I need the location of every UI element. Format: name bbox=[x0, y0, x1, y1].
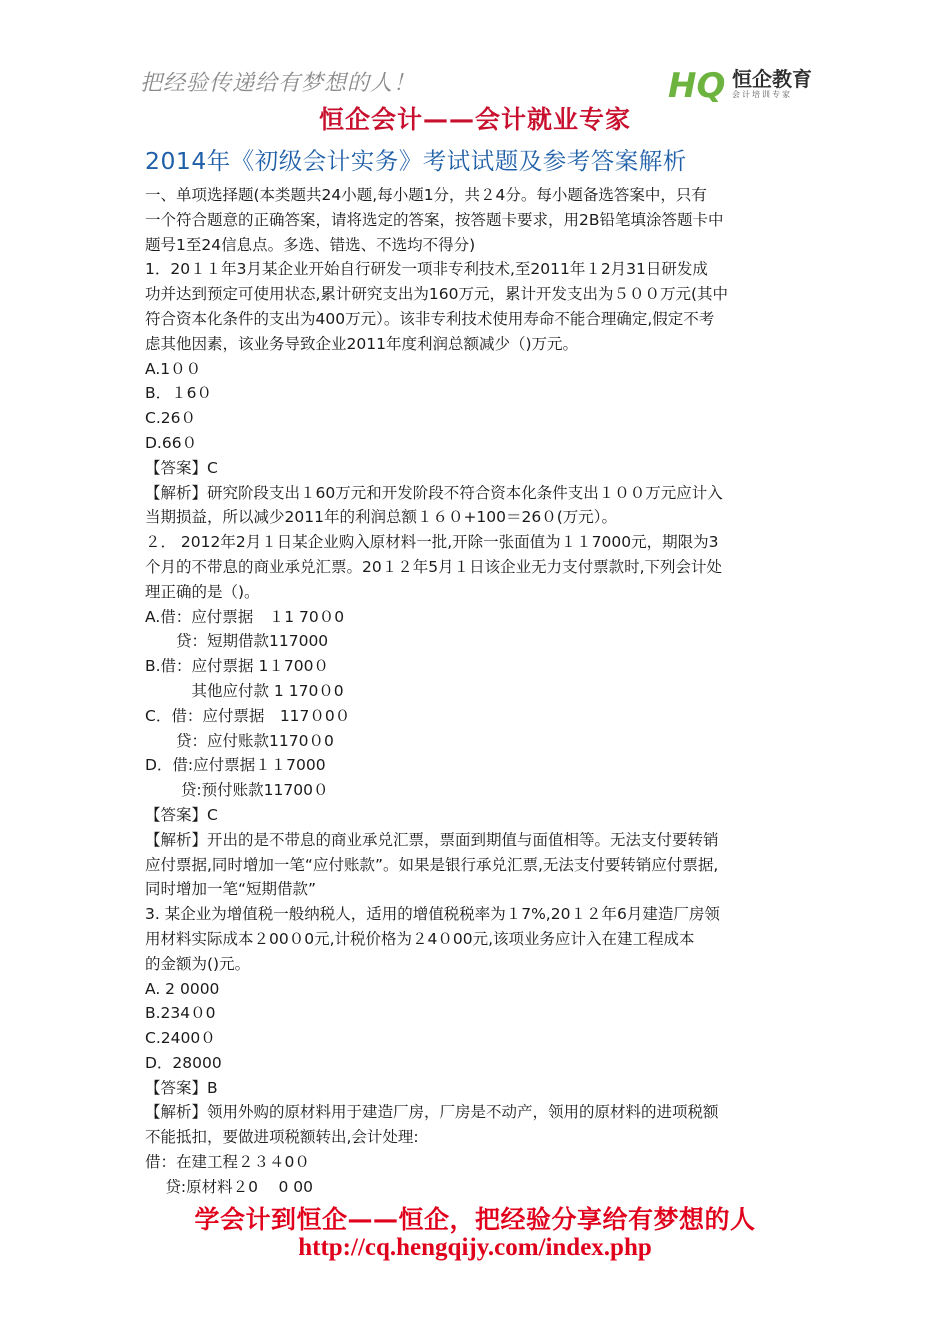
text-line: A.1００ bbox=[145, 359, 202, 378]
logo-subtitle: 会计培训专家 bbox=[732, 90, 792, 99]
text-line: 用材料实际成本２00０0元,计税价格为２4０00元,该项业务应计入在建工程成本 bbox=[145, 929, 695, 948]
text-line: 不能抵扣，要做进项税额转出,会计处理: bbox=[145, 1128, 419, 1147]
text-line: 功并达到预定可使用状态,累计研究支出为160万元，累计开发支出为５００万元(其中 bbox=[145, 285, 729, 304]
header-slogan: 把经验传递给有梦想的人！ bbox=[140, 71, 417, 96]
text-line: A. 2 0000 bbox=[145, 979, 220, 998]
text-line: 应付票据,同时增加一笔“应付账款”。如果是银行承兑汇票,无法支付要转销应付票据, bbox=[145, 855, 719, 874]
text-line: 同时增加一笔“短期借款” bbox=[145, 880, 317, 899]
text-line: 贷：应付账款1170０0 bbox=[145, 731, 334, 750]
text-line: 题号1至24信息点。多选、错选、不选均不得分) bbox=[145, 235, 476, 254]
svg-text:HQ: HQ bbox=[668, 66, 726, 104]
text-line: A.借：应付票据 １1 70０0 bbox=[145, 607, 345, 626]
text-line: 贷:原材料２0 0 00 bbox=[145, 1177, 313, 1196]
text-line: B.借：应付票据 1１700０ bbox=[145, 657, 329, 676]
text-line: 【解析】研究阶段支出１60万元和开发阶段不符合资本化条件支出１００万元应计入 bbox=[145, 483, 723, 502]
footer-slogan: 学会计到恒企——恒企，把经验分享给有梦想的人 bbox=[194, 1205, 756, 1234]
text-line: 3. 某企业为增值税一般纳税人，适用的增值税税率为１7%,20１２年6月建造厂房领 bbox=[145, 905, 720, 924]
text-line: ２． 2012年2月１日某企业购入原材料一批,开除一张面值为１１7000元，期限为3 bbox=[145, 533, 719, 552]
text-line: 一、单项选择题(本类题共24小题,每小题1分，共２4分。每小题备选答案中，只有 bbox=[145, 186, 707, 204]
text-line: 【解析】开出的是不带息的商业承兑汇票，票面到期值与面值相等。无法支付要转销 bbox=[145, 830, 719, 849]
text-line: 虑其他因素，该业务导致企业2011年度利润总额减少（)万元。 bbox=[145, 334, 578, 353]
text-line: 1．20１１年3月某企业开始自行研发一项非专利技术,至2011年１2月31日研发成 bbox=[145, 260, 708, 279]
text-line: 贷：短期借款117000 bbox=[145, 632, 329, 651]
text-line: C.2400０ bbox=[145, 1029, 216, 1048]
main-title: 恒企会计——会计就业专家 bbox=[318, 105, 631, 134]
text-line: 【解析】领用外购的原材料用于建造厂房，厂房是不动产，领用的原材料的进项税额 bbox=[145, 1103, 719, 1122]
text-line: 符合资本化条件的支出为400万元）。该非专利技术使用寿命不能合理确定,假定不考 bbox=[145, 309, 715, 328]
logo-name: 恒企教育 bbox=[732, 67, 812, 91]
text-line: 借：在建工程２３４0０ bbox=[145, 1153, 310, 1172]
text-line: 的金额为()元。 bbox=[145, 954, 251, 973]
text-line: 个月的不带息的商业承兑汇票。20１２年5月１日该企业无力支付票款时,下列会计处 bbox=[145, 557, 723, 576]
text-line: 理正确的是（)。 bbox=[145, 582, 260, 601]
document-title: 2014年《初级会计实务》考试试题及参考答案解析 bbox=[145, 147, 687, 175]
text-line: 其他应付款 1 170０0 bbox=[145, 681, 344, 700]
text-line: C．借：应付票据 117０0０ bbox=[145, 706, 351, 725]
text-line: 一个符合题意的正确答案，请将选定的答案，按答题卡要求，用2B铅笔填涂答题卡中 bbox=[145, 210, 724, 229]
text-line: 当期损益，所以减少2011年的利润总额１６０+100＝26０(万元）。 bbox=[145, 508, 618, 527]
hq-logo-icon bbox=[668, 64, 730, 104]
text-line: B．１6０ bbox=[145, 384, 212, 403]
text-line: D．28000 bbox=[145, 1053, 222, 1072]
text-line: 【答案】B bbox=[145, 1078, 218, 1097]
text-line: C.26０ bbox=[145, 409, 196, 428]
text-line: 贷:预付账款11700０ bbox=[145, 781, 329, 800]
text-line: 【答案】C bbox=[145, 458, 218, 477]
text-line: D.66０ bbox=[145, 433, 198, 452]
text-line: D．借:应付票据１１7000 bbox=[145, 756, 326, 775]
footer-url[interactable]: http://cq.hengqijy.com/index.php bbox=[298, 1234, 652, 1261]
text-line: 【答案】C bbox=[145, 805, 218, 824]
document-body bbox=[145, 183, 825, 1200]
text-line: B.234０0 bbox=[145, 1004, 216, 1023]
